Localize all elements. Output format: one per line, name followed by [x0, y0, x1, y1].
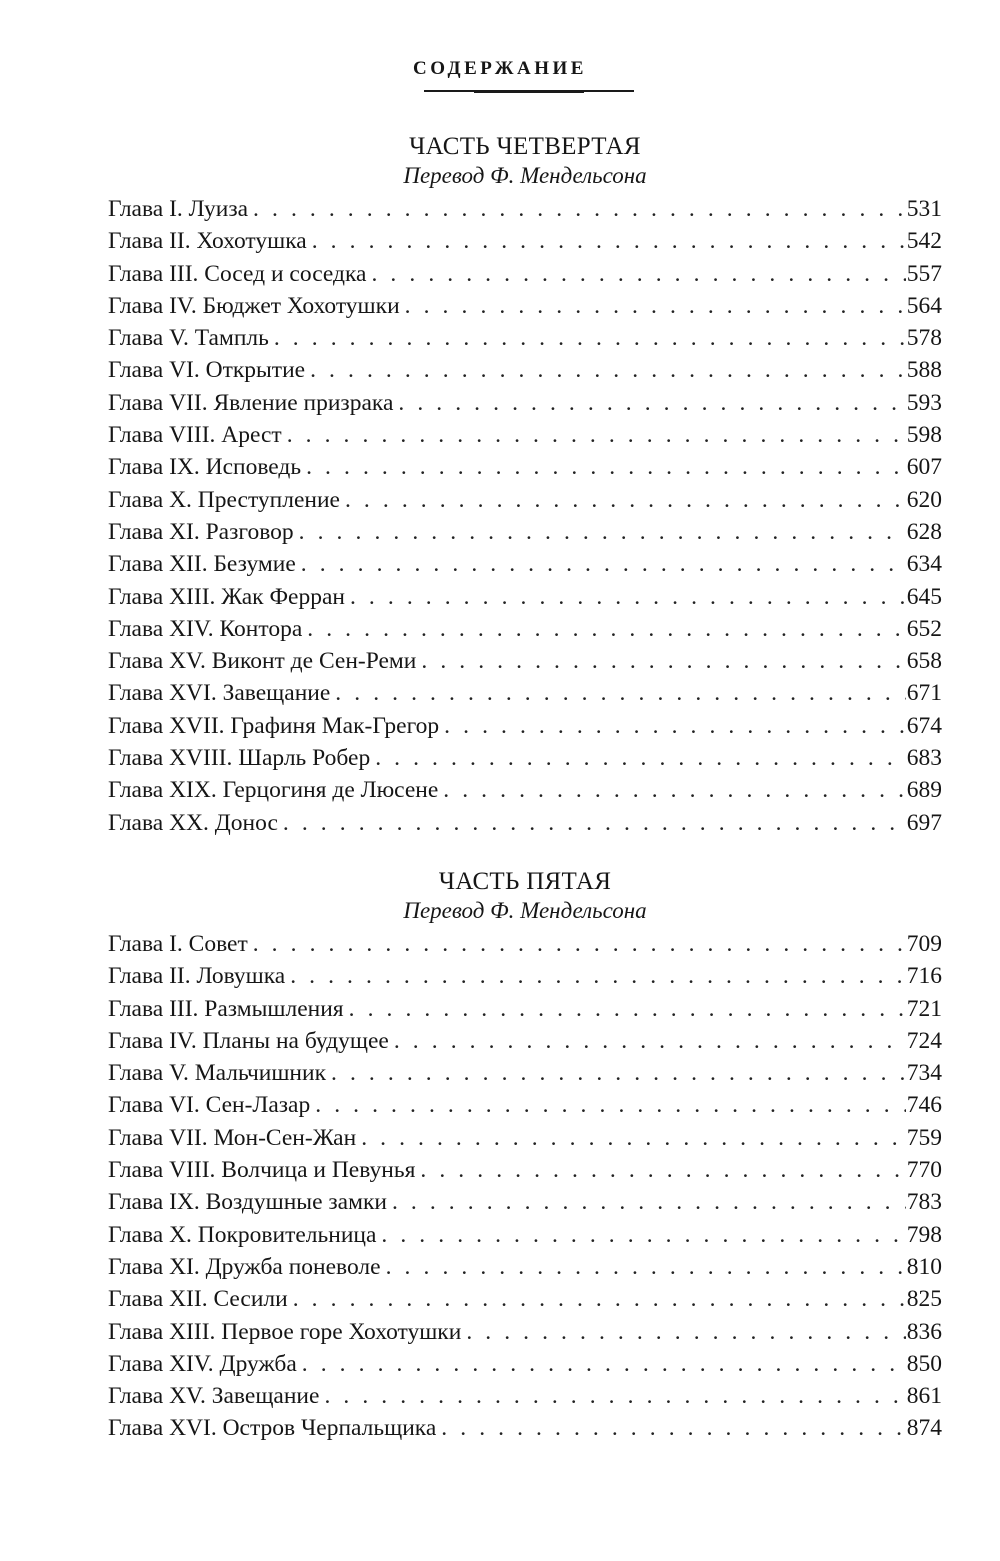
dot-leader — [312, 225, 906, 257]
toc-entry — [108, 548, 942, 580]
toc-entry — [108, 516, 942, 548]
page-number: 542 — [906, 228, 942, 255]
chapter-title: Глава V. Тампль — [108, 325, 269, 352]
dot-leader — [299, 516, 906, 548]
dot-leader — [381, 1219, 905, 1251]
toc-entry — [108, 451, 942, 483]
chapter-title: Глава VII. Мон-Сен-Жан — [108, 1124, 357, 1151]
page-title: СОДЕРЖАНИЕ — [413, 58, 587, 79]
toc-entry — [108, 1316, 942, 1348]
chapter-title: Глава VIII. Арест — [108, 422, 282, 449]
dot-leader — [443, 774, 905, 806]
part-title: ЧАСТЬ ПЯТАЯ — [438, 868, 612, 895]
toc-entry — [108, 1089, 942, 1121]
dot-leader — [315, 1089, 906, 1121]
chapter-title: Глава II. Хохотушка — [108, 228, 307, 255]
page-number: 825 — [906, 1286, 942, 1313]
toc-entry — [108, 1154, 942, 1186]
chapter-title: Глава X. Покровительница — [108, 1221, 377, 1248]
dot-leader — [466, 1316, 905, 1348]
toc-entry — [108, 960, 942, 992]
dot-leader — [302, 1348, 906, 1380]
part-five-section — [108, 867, 942, 1445]
page-number: 634 — [906, 551, 942, 578]
toc-entry — [108, 1251, 942, 1283]
page-number: 689 — [906, 777, 942, 804]
page-number: 861 — [906, 1383, 942, 1410]
toc-entry — [108, 1219, 942, 1251]
chapter-title: Глава XV. Завещание — [108, 1383, 320, 1410]
toc-entry — [108, 774, 942, 806]
chapter-list — [108, 928, 942, 1445]
chapter-title: Глава X. Преступление — [108, 486, 340, 513]
dot-leader — [420, 1154, 905, 1186]
dot-leader — [331, 1057, 906, 1089]
dot-leader — [287, 419, 906, 451]
dot-leader — [306, 451, 906, 483]
page-number: 628 — [906, 518, 942, 545]
chapter-title: Глава XI. Дружба поневоле — [108, 1253, 381, 1280]
chapter-title: Глава VIII. Волчица и Певунья — [108, 1157, 416, 1184]
chapter-title: Глава I. Совет — [108, 931, 248, 957]
toc-entry — [108, 1348, 942, 1380]
chapter-title: Глава VI. Открытие — [108, 357, 306, 384]
dot-leader — [290, 960, 906, 992]
dot-leader — [441, 1412, 905, 1444]
page-number: 598 — [906, 422, 942, 449]
dot-leader — [301, 548, 906, 580]
toc-entry — [108, 742, 942, 774]
dot-leader — [307, 613, 905, 645]
dot-leader — [398, 387, 905, 419]
page-number: 783 — [906, 1189, 942, 1216]
page-number: 759 — [906, 1124, 942, 1151]
page-number: 652 — [906, 615, 942, 642]
chapter-title: Глава IX. Воздушные замки — [108, 1189, 387, 1216]
chapter-title: Глава XII. Безумие — [108, 551, 296, 578]
toc-entry — [108, 322, 942, 354]
toc-entry — [108, 193, 942, 225]
title-divider — [424, 90, 634, 92]
page-number: 578 — [906, 325, 942, 352]
toc-entry — [108, 484, 942, 516]
toc-entry — [108, 258, 942, 290]
page-number: 674 — [906, 712, 942, 739]
chapter-title: Глава XX. Донос — [108, 809, 278, 836]
dot-leader — [335, 677, 905, 709]
toc-entry — [108, 225, 942, 257]
dot-leader — [253, 928, 906, 960]
dot-leader — [421, 645, 905, 677]
chapter-title: Глава IV. Бюджет Хохотушки — [108, 292, 400, 319]
chapter-title: Глава XVII. Графиня Мак-Грегор — [108, 712, 440, 739]
toc-entry — [108, 1025, 942, 1057]
toc-entry — [108, 993, 942, 1025]
page-number: 671 — [906, 680, 942, 707]
toc-entry — [108, 290, 942, 322]
chapter-title: Глава XIX. Герцогиня де Люсене — [108, 777, 439, 804]
toc-entry — [108, 1122, 942, 1154]
page-number: 607 — [906, 454, 942, 481]
chapter-title: Глава VI. Сен-Лазар — [108, 1092, 311, 1119]
page-number: 658 — [906, 648, 942, 675]
toc-entry — [108, 1283, 942, 1315]
chapter-title: Глава I. Луиза — [108, 196, 249, 222]
toc-entry — [108, 807, 942, 839]
page-number: 531 — [906, 196, 942, 222]
toc-entry — [108, 419, 942, 451]
dot-leader — [350, 581, 906, 613]
chapter-title: Глава XIII. Первое горе Хохотушки — [108, 1318, 462, 1345]
page-number: 709 — [906, 931, 942, 957]
page-number: 588 — [906, 357, 942, 384]
chapter-title: Глава XIII. Жак Ферран — [108, 583, 345, 610]
dot-leader — [293, 1283, 906, 1315]
dot-leader — [375, 742, 906, 774]
dot-leader — [345, 484, 906, 516]
part-title: ЧАСТЬ ЧЕТВЕРТАЯ — [409, 133, 641, 160]
dot-leader — [283, 807, 906, 839]
part-translator: Перевод Ф. Мендельсона — [403, 163, 647, 188]
page-number: 836 — [906, 1318, 942, 1345]
page-number: 874 — [906, 1415, 942, 1442]
page-number: 683 — [906, 745, 942, 772]
page-number: 770 — [906, 1157, 942, 1184]
toc-entry — [108, 928, 942, 960]
dot-leader — [386, 1251, 906, 1283]
toc-entry — [108, 581, 942, 613]
toc-entry — [108, 354, 942, 386]
dot-leader — [324, 1380, 905, 1412]
chapter-title: Глава XVIII. Шарль Робер — [108, 745, 371, 772]
toc-entry — [108, 1186, 942, 1218]
chapter-title: Глава V. Мальчишник — [108, 1060, 327, 1087]
page-number: 620 — [906, 486, 942, 513]
page-number: 746 — [906, 1092, 942, 1119]
dot-leader — [444, 710, 906, 742]
page-number: 721 — [906, 995, 942, 1022]
chapter-title: Глава XI. Разговор — [108, 518, 294, 545]
page-number: 593 — [906, 389, 942, 416]
toc-entry — [108, 1057, 942, 1089]
dot-leader — [361, 1122, 906, 1154]
toc-entry — [108, 710, 942, 742]
chapter-title: Глава II. Ловушка — [108, 963, 286, 990]
dot-leader — [405, 290, 906, 322]
toc-entry — [108, 1380, 942, 1412]
dot-leader — [392, 1186, 906, 1218]
toc-entry — [108, 645, 942, 677]
page-number: 716 — [906, 963, 942, 990]
dot-leader — [310, 354, 906, 386]
chapter-title: Глава XVI. Завещание — [108, 680, 331, 707]
chapter-title: Глава III. Размышления — [108, 995, 344, 1022]
toc-entry — [108, 613, 942, 645]
page-number: 850 — [906, 1350, 942, 1377]
chapter-title: Глава IX. Исповедь — [108, 454, 302, 481]
chapter-title: Глава VII. Явление призрака — [108, 389, 394, 416]
page-number: 798 — [906, 1221, 942, 1248]
chapter-title: Глава XIV. Дружба — [108, 1350, 297, 1377]
chapter-title: Глава XV. Виконт де Сен-Реми — [108, 648, 417, 675]
chapter-title: Глава XII. Сесили — [108, 1286, 288, 1313]
dot-leader — [253, 193, 906, 225]
dot-leader — [274, 322, 906, 354]
chapter-title: Глава XIV. Контора — [108, 615, 303, 642]
chapter-list — [108, 193, 942, 839]
dot-leader — [394, 1025, 906, 1057]
chapter-title: Глава III. Сосед и соседка — [108, 260, 367, 287]
dot-leader — [371, 258, 905, 290]
page-number: 734 — [906, 1060, 942, 1087]
page-number: 645 — [906, 583, 942, 610]
dot-leader — [349, 993, 906, 1025]
part-four-section — [108, 132, 942, 839]
toc-entry — [108, 677, 942, 709]
chapter-title: Глава IV. Планы на будущее — [108, 1027, 389, 1054]
page-number: 697 — [906, 809, 942, 836]
part-translator: Перевод Ф. Мендельсона — [403, 898, 647, 923]
toc-entry — [108, 387, 942, 419]
chapter-title: Глава XVI. Остров Черпальщика — [108, 1415, 437, 1442]
page-number: 557 — [906, 260, 942, 287]
page-number: 810 — [906, 1253, 942, 1280]
toc-entry — [108, 1412, 942, 1444]
page-number: 724 — [906, 1027, 942, 1054]
page-number: 564 — [906, 292, 942, 319]
